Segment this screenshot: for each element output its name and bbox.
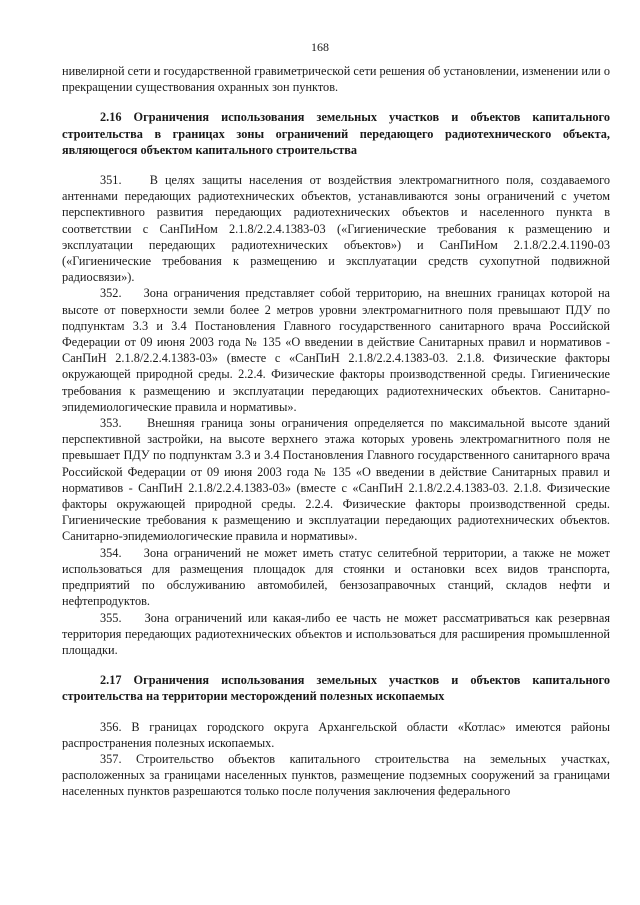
page-number: 168 <box>311 40 329 54</box>
paragraph-353: 353. Внешняя граница зоны ограничения определяется по максимальной высоте зданий перспективной застройки, на высоте верхнего этажа которых уровень электромагнитного поля не превышает ПДУ по подпунктам 3.3 и 3.4 Постановления Главного государственного санитарного врача Российской Федерации от 09 июня 2003 года № 135 «О введении в действие Санитарных правил и нормативов - СанПиН 2.1.8/2.2.4.1383-03» (вместе с «СанПиН 2.1.8/2.2.4.1383-03. 2.1.8. Физические факторы окружающей природной среды. 2.2.4. Физические факторы производственной среды. Гигиенические требования к размещению и эксплуатации передающих радиотехнических объектов. Санитарно-эпидемиологические правила и нормативы». <box>62 416 610 544</box>
intro-paragraph: нивелирной сети и государственной гравиметрической сети решения об установлении, изменении или о прекращении существования охранных зон пунктов. <box>62 64 610 95</box>
section-heading-2-17: 2.17 Ограничения использования земельных участков и объектов капитального строительства на территории месторождений полезных ископаемых <box>62 673 610 704</box>
paragraph-351: 351. В целях защиты населения от воздействия электромагнитного поля, создаваемого антеннами передающих радиотехнических объектов, устанавливаются зоны ограничений с учетом перспективного развития передающих радиотехнических объектов и населенного пункта в соответствии с СанПиНом 2.1.8/2.2.4.1383-03 («Гигиенические требования к размещению и эксплуатации передающих радиотехнических объектов») и СанПиНом 2.1.8/2.2.4.1190-03 («Гигиенические требования к размещению и эксплуатации средств сухопутной подвижной радиосвязи»). <box>62 173 610 285</box>
paragraph-354: 354. Зона ограничений не может иметь статус селитебной территории, а также не может использоваться для размещения площадок для стоянки и остановки всех видов транспорта, предприятий по обслуживанию автомобилей, бензозаправочных станций, складов нефти и нефтепродуктов. <box>62 545 610 609</box>
paragraph-357: 357. Строительство объектов капитального строительства на земельных участках, расположенных за границами населенных пунктов, размещение подземных сооружений за границами населенных пунктов разрешаются только после получения заключения федерального <box>62 751 610 799</box>
document-body <box>62 63 610 800</box>
paragraph-356: 356. В границах городского округа Архангельской области «Котлас» имеются районы распространения полезных ископаемых. <box>62 719 610 750</box>
paragraph-355: 355. Зона ограничений или какая-либо ее часть не может рассматриваться как резервная территория передающих радиотехнических объектов и использоваться для расширения промышленной площадки. <box>62 610 610 657</box>
paragraph-352: 352. Зона ограничения представляет собой территорию, на внешних границах которой на высоте от поверхности земли более 2 метров уровни электромагнитного поля превышают ПДУ по подпунктам 3.3 и 3.4 Постановления Главного государственного санитарного врача Российской Федерации от 09 июня 2003 года № 135 «О введении в действие Санитарных правил и нормативов - СанПиН 2.1.8/2.2.4.1383-03» (вместе с «СанПиН 2.1.8/2.2.4.1383-03. 2.1.8. Физические факторы окружающей природной среды. 2.2.4. Физические факторы производственной среды. Гигиенические требования к размещению и эксплуатации передающих радиотехнических объектов. Санитарно-эпидемиологические правила и нормативы». <box>62 286 610 414</box>
section-heading-2-16: 2.16 Ограничения использования земельных участков и объектов капитального строительства в границах зоны ограничений передающего радиотехнического объекта, являющегося объектом капитального строительства <box>62 110 610 157</box>
